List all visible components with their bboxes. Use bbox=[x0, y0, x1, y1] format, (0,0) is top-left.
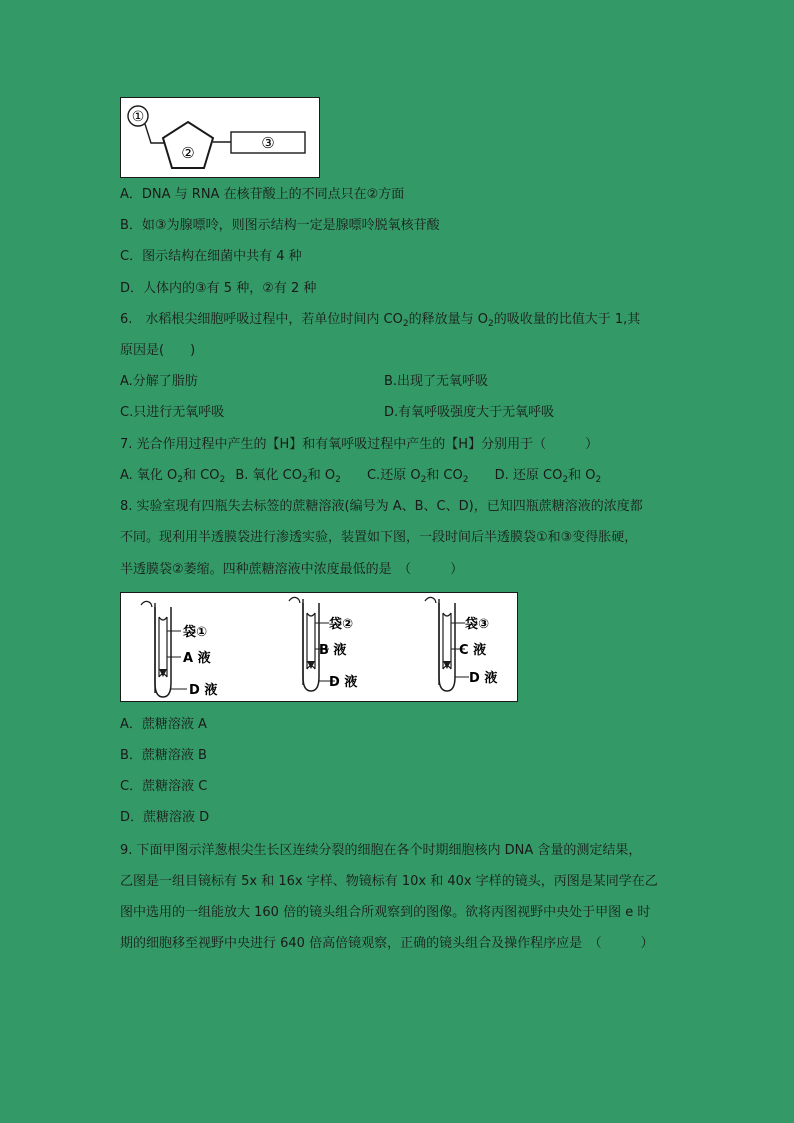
q6-stem-line-1: 6. 水稻根尖细胞呼吸过程中，若单位时间内 $CO_2$的释放量与 $O_2$的吸收量的比值大于 1,其 bbox=[120, 312, 641, 329]
q5-option-d: D．人体内的③有 5 种，②有 2 种 bbox=[120, 281, 317, 296]
q7-options bbox=[120, 467, 601, 485]
tube-3 bbox=[425, 597, 497, 691]
q8-stem-line-2: 不同。现利用半透膜袋进行渗透实验，装置如下图，一段时间后半透膜袋①和③变得胀硬， bbox=[120, 530, 638, 545]
q6-option-b: B.出现了无氧呼吸 bbox=[384, 374, 489, 389]
tube-1-outer-label: D 液 bbox=[189, 683, 218, 698]
q6-option-d: D.有氧呼吸强度大于无氧呼吸 bbox=[384, 405, 555, 420]
osmosis-diagram bbox=[121, 593, 517, 701]
q7-stem: 7. 光合作用过程中产生的【H】和有氧呼吸过程中产生的【H】分别用于（ ） bbox=[120, 437, 599, 452]
tube-1-bag-label: 袋① bbox=[183, 625, 208, 640]
tube-3-bag-label: 袋③ bbox=[465, 617, 490, 632]
tube-3-inner-label: C 液 bbox=[459, 643, 487, 658]
q6-stem-line-2: 原因是( ) bbox=[120, 343, 196, 358]
q8-option-a: A．蔗糖溶液 A bbox=[120, 717, 207, 732]
q9-stem-line-4: 期的细胞移至视野中央进行 640 倍高倍镜观察，正确的镜头组合及操作程序应是 （ ） bbox=[120, 936, 654, 951]
q7-option-b: B. 氧化 $CO_2$和 $O_2$ bbox=[235, 468, 341, 485]
q7-option-a: A. 氧化 $O_2$和 $CO_2$ bbox=[120, 468, 226, 485]
q7-option-c: C.还原 $O_2$和 $CO_2$ bbox=[366, 468, 469, 485]
q8-stem-line-3: 半透膜袋②萎缩。四种蔗糖溶液中浓度最低的是 （ ） bbox=[120, 562, 464, 577]
q8-option-b: B．蔗糖溶液 B bbox=[120, 748, 207, 763]
q6-option-a: A.分解了脂肪 bbox=[120, 374, 198, 389]
nucleotide-figure bbox=[120, 97, 320, 178]
q7-option-d: D. 还原 $CO_2$和 $O_2$ bbox=[494, 468, 602, 485]
q9-stem-line-3: 图中选用的一组能放大 160 倍的镜头组合所观察到的图像。欲将丙图视野中央处于甲图 e 时 bbox=[120, 905, 651, 920]
tube-1-inner-label: A 液 bbox=[183, 651, 211, 666]
q5-option-a: A．DNA 与 RNA 在核苷酸上的不同点只在②方面 bbox=[120, 187, 405, 202]
tube-2-inner-label: B 液 bbox=[319, 643, 347, 658]
q8-stem-line-1: 8. 实验室现有四瓶失去标签的蔗糖溶液(编号为 A、B、C、D)，已知四瓶蔗糖溶液的浓度都 bbox=[120, 499, 643, 514]
tube-3-outer-label: D 液 bbox=[469, 671, 498, 686]
label-phosphate: ① bbox=[131, 109, 145, 125]
q5-option-b: B．如③为腺嘌呤，则图示结构一定是腺嘌呤脱氧核苷酸 bbox=[120, 218, 440, 233]
label-base: ③ bbox=[261, 134, 275, 152]
q5-option-c: C．图示结构在细菌中共有 4 种 bbox=[120, 249, 302, 264]
tube-2-bag-label: 袋② bbox=[329, 617, 354, 632]
q6-options-row-2 bbox=[120, 404, 555, 422]
osmosis-figure bbox=[120, 592, 518, 702]
q9-stem-line-2: 乙图是一组目镜标有 5x 和 16x 字样、物镜标有 10x 和 40x 字样的镜头，丙图是某同学在乙 bbox=[120, 874, 658, 889]
nucleotide-diagram bbox=[121, 98, 319, 177]
tube-2-outer-label: D 液 bbox=[329, 675, 358, 690]
q9-stem-line-1: 9. 下面甲图示洋葱根尖生长区连续分裂的细胞在各个时期细胞核内 DNA 含量的测定结果， bbox=[120, 843, 642, 858]
q6-option-c: C.只进行无氧呼吸 bbox=[120, 405, 225, 420]
bond-line-left bbox=[145, 124, 165, 143]
tube-2 bbox=[289, 597, 357, 691]
tube-1 bbox=[141, 601, 217, 698]
q6-options-row-1 bbox=[120, 373, 489, 391]
q8-option-d: D．蔗糖溶液 D bbox=[120, 810, 210, 825]
label-pentose: ② bbox=[181, 144, 195, 162]
q8-option-c: C．蔗糖溶液 C bbox=[120, 779, 208, 794]
